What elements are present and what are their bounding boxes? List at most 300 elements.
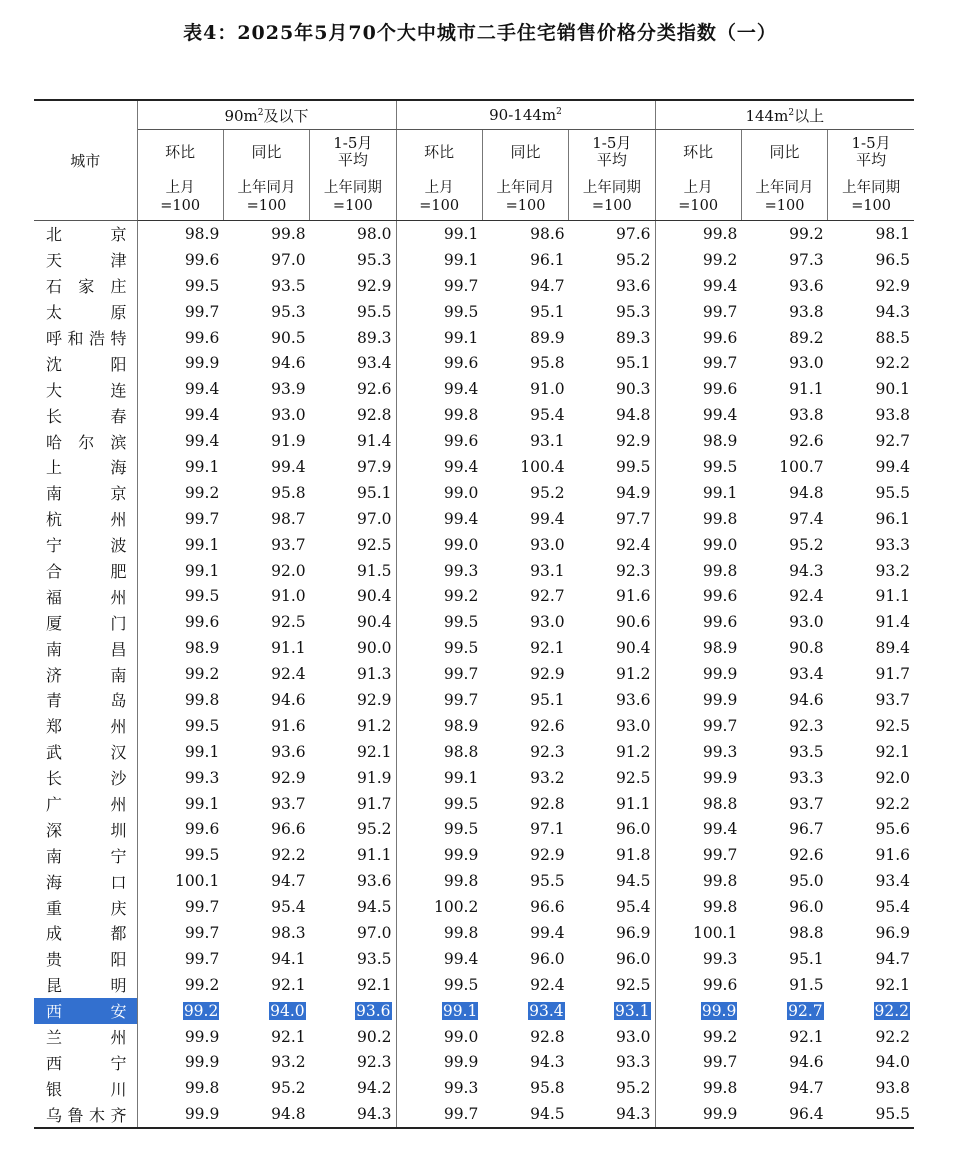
base-period-header: 上月 =100 xyxy=(396,174,482,221)
index-value: 99.7 xyxy=(655,1050,741,1076)
index-value: 97.3 xyxy=(789,250,824,269)
city-name: 天津 xyxy=(34,247,137,273)
index-value: 95.0 xyxy=(789,872,824,891)
index-value: 99.4 xyxy=(137,402,223,428)
table-row xyxy=(34,816,914,842)
index-value: 99.5 xyxy=(396,609,482,635)
index-value: 93.5 xyxy=(789,742,824,761)
index-value: 94.3 xyxy=(789,561,824,580)
index-value: 91.5 xyxy=(357,561,392,580)
index-value: 99.5 xyxy=(137,713,223,739)
index-value: 93.7 xyxy=(271,794,306,813)
table-row xyxy=(34,532,914,558)
index-value: 99.9 xyxy=(655,765,741,791)
index-value: 99.7 xyxy=(655,299,741,325)
index-value: 99.8 xyxy=(655,221,741,247)
index-value: 98.7 xyxy=(271,509,306,528)
index-value: 91.1 xyxy=(616,794,651,813)
group-header-large: $144m^2$以上 xyxy=(655,100,914,130)
index-value: 93.6 xyxy=(356,1001,391,1020)
index-value: 93.2 xyxy=(530,768,565,787)
index-value: 99.9 xyxy=(396,1050,482,1076)
index-value: 96.7 xyxy=(789,820,824,839)
index-value: 94.7 xyxy=(271,872,306,891)
index-value: 92.3 xyxy=(357,1053,392,1072)
index-value: 97.7 xyxy=(616,509,651,528)
index-value: 92.0 xyxy=(271,561,306,580)
index-value: 96.6 xyxy=(271,820,306,839)
index-value: 95.1 xyxy=(616,354,651,373)
city-name: 合肥 xyxy=(34,558,137,584)
index-value: 91.6 xyxy=(616,587,651,606)
index-value: 95.5 xyxy=(530,872,565,891)
table-row xyxy=(34,350,914,376)
index-value: 93.1 xyxy=(530,432,565,451)
index-value: 91.2 xyxy=(616,742,651,761)
index-value: 99.4 xyxy=(655,816,741,842)
index-value: 92.5 xyxy=(616,768,651,787)
city-name: 北京 xyxy=(34,221,137,247)
index-value: 92.6 xyxy=(357,380,392,399)
subcolumn-header: 同比 xyxy=(223,130,309,175)
index-value: 91.7 xyxy=(875,665,911,684)
index-value: 91.0 xyxy=(271,587,306,606)
index-value: 93.7 xyxy=(789,794,824,813)
city-name: 重庆 xyxy=(34,894,137,920)
index-value: 99.9 xyxy=(655,1101,741,1128)
index-value: 95.4 xyxy=(875,898,911,917)
index-value: 99.7 xyxy=(137,506,223,532)
index-value: 92.1 xyxy=(875,742,911,761)
table-row xyxy=(34,376,914,402)
index-value: 99.3 xyxy=(137,765,223,791)
index-value: 94.0 xyxy=(270,1001,305,1020)
index-value: 95.5 xyxy=(357,302,392,321)
index-value: 98.9 xyxy=(655,428,741,454)
index-value: 100.2 xyxy=(396,894,482,920)
table-title: 表4：2025年5月70个大中城市二手住宅销售价格分类指数（一） xyxy=(183,22,777,44)
index-value: 91.1 xyxy=(271,639,306,658)
index-value: 90.0 xyxy=(357,639,392,658)
index-value: 89.3 xyxy=(616,328,651,347)
index-value: 97.0 xyxy=(357,923,392,942)
index-value: 96.6 xyxy=(530,898,565,917)
index-value: 99.5 xyxy=(137,273,223,299)
table-row xyxy=(34,325,914,351)
table-row xyxy=(34,894,914,920)
index-value: 99.4 xyxy=(655,273,741,299)
index-value: 93.8 xyxy=(875,1079,911,1098)
index-value: 96.5 xyxy=(875,250,911,269)
table-row xyxy=(34,299,914,325)
table-row xyxy=(34,687,914,713)
index-value: 99.8 xyxy=(396,920,482,946)
index-value: 89.2 xyxy=(789,328,824,347)
index-value: 99.5 xyxy=(655,454,741,480)
index-value: 99.8 xyxy=(137,687,223,713)
index-value: 90.4 xyxy=(616,639,651,658)
table-row xyxy=(34,1050,914,1076)
table-row xyxy=(34,609,914,635)
index-value: 100.7 xyxy=(779,457,824,476)
base-period-header: 上年同期 =100 xyxy=(828,174,914,221)
index-value: 99.4 xyxy=(137,428,223,454)
index-value: 99.2 xyxy=(137,998,223,1024)
index-value: 92.9 xyxy=(357,690,392,709)
index-value: 93.6 xyxy=(357,872,392,891)
city-name: 杭州 xyxy=(34,506,137,532)
index-value: 99.1 xyxy=(396,998,482,1024)
index-value: 96.0 xyxy=(789,898,824,917)
subcolumn-header: 1-5月 平均 xyxy=(569,130,655,175)
index-value: 98.8 xyxy=(655,791,741,817)
index-value: 93.6 xyxy=(271,742,306,761)
index-value: 92.9 xyxy=(530,665,565,684)
index-value: 96.1 xyxy=(875,509,911,528)
index-value: 92.1 xyxy=(271,975,306,994)
index-value: 99.7 xyxy=(655,713,741,739)
index-value: 99.1 xyxy=(137,739,223,765)
index-value: 92.9 xyxy=(616,432,651,451)
index-value: 99.7 xyxy=(396,1101,482,1128)
table-row xyxy=(34,661,914,687)
index-value: 94.3 xyxy=(530,1053,565,1072)
index-value: 99.4 xyxy=(271,457,306,476)
index-value: 91.4 xyxy=(357,432,392,451)
index-value: 92.1 xyxy=(271,1027,306,1046)
index-value: 92.6 xyxy=(789,846,824,865)
table-row xyxy=(34,480,914,506)
index-value: 95.2 xyxy=(271,1079,306,1098)
index-value: 88.5 xyxy=(875,328,911,347)
index-value: 90.4 xyxy=(357,613,392,632)
index-value: 93.5 xyxy=(357,949,392,968)
index-value: 94.2 xyxy=(357,1079,392,1098)
group-header-medium: $90-144m^2$ xyxy=(396,100,655,130)
index-value: 94.5 xyxy=(357,898,392,917)
index-value: 92.7 xyxy=(788,1001,823,1020)
index-value: 99.9 xyxy=(137,1050,223,1076)
index-value: 96.0 xyxy=(616,820,651,839)
group-header-small: $90m^2$及以下 xyxy=(137,100,396,130)
city-name: 济南 xyxy=(34,661,137,687)
index-value: 92.2 xyxy=(874,1001,910,1020)
index-value: 94.8 xyxy=(223,1101,309,1128)
index-value: 99.7 xyxy=(655,350,741,376)
index-value: 97.6 xyxy=(616,224,651,243)
index-value: 99.1 xyxy=(396,325,482,351)
index-value: 93.6 xyxy=(789,276,824,295)
city-name: 大连 xyxy=(34,376,137,402)
index-value: 96.0 xyxy=(530,949,565,968)
index-value: 99.7 xyxy=(655,842,741,868)
index-value: 93.0 xyxy=(616,716,651,735)
index-value: 99.2 xyxy=(137,972,223,998)
index-value: 95.3 xyxy=(616,302,651,321)
index-value: 99.3 xyxy=(655,946,741,972)
index-value: 95.3 xyxy=(271,302,306,321)
table-row xyxy=(34,998,914,1024)
index-value: 99.5 xyxy=(616,457,651,476)
index-value: 93.0 xyxy=(789,613,824,632)
index-value: 99.5 xyxy=(137,842,223,868)
index-value: 91.9 xyxy=(357,768,392,787)
index-value: 92.1 xyxy=(357,742,392,761)
index-value: 98.9 xyxy=(396,713,482,739)
index-value: 93.6 xyxy=(616,690,651,709)
city-name: 宁波 xyxy=(34,532,137,558)
index-value: 92.1 xyxy=(357,975,392,994)
index-value: 94.1 xyxy=(271,949,306,968)
base-period-header: 上年同月 =100 xyxy=(482,174,568,221)
index-value: 96.0 xyxy=(616,949,651,968)
index-value: 95.2 xyxy=(530,483,565,502)
city-name: 石家庄 xyxy=(34,273,137,299)
index-value: 91.2 xyxy=(616,665,651,684)
index-value: 94.8 xyxy=(616,406,651,425)
index-value: 95.8 xyxy=(530,1079,565,1098)
city-name: 长沙 xyxy=(34,765,137,791)
index-value: 96.4 xyxy=(741,1101,827,1128)
city-name: 郑州 xyxy=(34,713,137,739)
index-value: 91.6 xyxy=(271,716,306,735)
table-row xyxy=(34,273,914,299)
index-value: 99.9 xyxy=(137,350,223,376)
index-value: 99.3 xyxy=(396,1075,482,1101)
index-value: 97.0 xyxy=(271,250,306,269)
index-value: 90.2 xyxy=(357,1027,392,1046)
index-value: 99.1 xyxy=(137,558,223,584)
index-value: 99.4 xyxy=(530,923,565,942)
index-value: 99.4 xyxy=(875,457,911,476)
city-name: 乌鲁木齐 xyxy=(34,1101,137,1128)
index-value: 92.8 xyxy=(530,794,565,813)
city-name: 长春 xyxy=(34,402,137,428)
index-value: 99.6 xyxy=(655,609,741,635)
city-name: 南昌 xyxy=(34,635,137,661)
index-value: 92.6 xyxy=(789,432,824,451)
city-name: 贵阳 xyxy=(34,946,137,972)
index-value: 98.8 xyxy=(789,923,824,942)
index-value: 95.5 xyxy=(828,1101,914,1128)
index-value: 98.6 xyxy=(530,224,565,243)
index-value: 95.6 xyxy=(875,820,911,839)
index-value: 90.8 xyxy=(789,639,824,658)
city-name: 呼和浩特 xyxy=(34,325,137,351)
index-value: 94.5 xyxy=(616,872,651,891)
index-value: 99.8 xyxy=(655,868,741,894)
index-value: 92.1 xyxy=(530,639,565,658)
city-name: 上海 xyxy=(34,454,137,480)
index-value: 99.4 xyxy=(396,946,482,972)
index-value: 90.1 xyxy=(875,380,911,399)
city-name: 厦门 xyxy=(34,609,137,635)
index-value: 92.2 xyxy=(875,794,911,813)
table-row xyxy=(34,1101,914,1128)
index-value: 95.4 xyxy=(616,898,651,917)
index-value: 91.9 xyxy=(271,432,306,451)
index-value: 99.8 xyxy=(655,1075,741,1101)
index-value: 91.3 xyxy=(357,665,392,684)
index-value: 99.1 xyxy=(396,247,482,273)
index-value: 99.3 xyxy=(655,739,741,765)
index-value: 90.6 xyxy=(616,613,651,632)
index-value: 94.3 xyxy=(569,1101,655,1128)
index-value: 98.1 xyxy=(875,224,911,243)
index-value: 93.0 xyxy=(789,354,824,373)
index-value: 97.9 xyxy=(357,457,392,476)
index-value: 92.3 xyxy=(616,561,651,580)
index-value: 94.6 xyxy=(789,690,824,709)
subcolumn-header: 环比 xyxy=(396,130,482,175)
city-name: 银川 xyxy=(34,1075,137,1101)
index-value: 99.9 xyxy=(396,842,482,868)
index-value: 93.8 xyxy=(789,406,824,425)
subcolumn-header: 同比 xyxy=(482,130,568,175)
index-value: 99.6 xyxy=(137,609,223,635)
index-value: 92.8 xyxy=(357,406,392,425)
index-value: 99.1 xyxy=(137,791,223,817)
index-value: 93.9 xyxy=(271,380,306,399)
index-value: 92.5 xyxy=(271,613,306,632)
index-value: 95.2 xyxy=(789,535,824,554)
index-value: 99.2 xyxy=(655,1024,741,1050)
index-value: 93.4 xyxy=(529,1001,564,1020)
index-value: 93.5 xyxy=(271,276,306,295)
index-value: 99.1 xyxy=(396,221,482,247)
index-value: 99.9 xyxy=(137,1024,223,1050)
index-value: 91.6 xyxy=(875,846,911,865)
index-value: 92.9 xyxy=(271,768,306,787)
index-value: 94.9 xyxy=(616,483,651,502)
index-value: 92.8 xyxy=(530,1027,565,1046)
base-period-header: 上年同期 =100 xyxy=(569,174,655,221)
index-value: 92.9 xyxy=(875,276,911,295)
table-row xyxy=(34,635,914,661)
index-value: 99.7 xyxy=(137,894,223,920)
index-value: 99.0 xyxy=(396,1024,482,1050)
index-value: 100.1 xyxy=(655,920,741,946)
index-value: 92.4 xyxy=(530,975,565,994)
index-value: 89.3 xyxy=(357,328,392,347)
index-value: 93.0 xyxy=(530,613,565,632)
index-value: 99.4 xyxy=(530,509,565,528)
table-row xyxy=(34,402,914,428)
index-value: 99.8 xyxy=(137,1075,223,1101)
index-value: 95.5 xyxy=(875,483,911,502)
index-value: 99.0 xyxy=(396,532,482,558)
index-value: 93.8 xyxy=(789,302,824,321)
subcolumn-header: 1-5月 平均 xyxy=(310,130,396,175)
index-value: 94.5 xyxy=(482,1101,568,1128)
index-value: 99.4 xyxy=(396,506,482,532)
index-value: 92.4 xyxy=(616,535,651,554)
index-value: 99.4 xyxy=(396,454,482,480)
index-value: 99.0 xyxy=(655,532,741,558)
table-row xyxy=(34,842,914,868)
index-value: 93.2 xyxy=(271,1053,306,1072)
index-value: 99.0 xyxy=(396,480,482,506)
base-period-header: 上年同期 =100 xyxy=(310,174,396,221)
index-value: 99.6 xyxy=(396,428,482,454)
index-value: 93.8 xyxy=(875,406,911,425)
city-name: 兰州 xyxy=(34,1024,137,1050)
city-name: 昆明 xyxy=(34,972,137,998)
index-value: 99.2 xyxy=(789,224,824,243)
index-value: 93.4 xyxy=(789,665,824,684)
index-value: 98.3 xyxy=(271,923,306,942)
table-row xyxy=(34,454,914,480)
index-value: 99.1 xyxy=(655,480,741,506)
index-value: 99.2 xyxy=(396,583,482,609)
city-column-header: 城市 xyxy=(34,100,137,221)
index-value: 99.9 xyxy=(655,661,741,687)
index-value: 93.6 xyxy=(616,276,651,295)
index-value: 93.7 xyxy=(271,535,306,554)
index-value: 98.8 xyxy=(396,739,482,765)
index-value: 95.8 xyxy=(271,483,306,502)
index-value: 99.6 xyxy=(137,325,223,351)
index-value: 94.0 xyxy=(875,1053,911,1072)
index-value: 93.3 xyxy=(789,768,824,787)
index-value: 92.9 xyxy=(530,846,565,865)
index-value: 99.7 xyxy=(396,661,482,687)
index-value: 94.6 xyxy=(789,1053,824,1072)
index-value: 92.6 xyxy=(530,716,565,735)
index-value: 93.2 xyxy=(875,561,911,580)
index-value: 89.9 xyxy=(530,328,565,347)
index-value: 91.0 xyxy=(530,380,565,399)
city-name: 广州 xyxy=(34,791,137,817)
index-value: 92.0 xyxy=(875,768,911,787)
index-value: 97.0 xyxy=(357,509,392,528)
table-row xyxy=(34,713,914,739)
subcolumn-header: 环比 xyxy=(655,130,741,175)
index-value: 99.2 xyxy=(137,661,223,687)
index-value: 95.4 xyxy=(271,898,306,917)
index-value: 99.9 xyxy=(655,998,741,1024)
base-period-header: 上年同月 =100 xyxy=(741,174,827,221)
index-value: 90.4 xyxy=(357,587,392,606)
index-value: 99.7 xyxy=(137,299,223,325)
index-value: 97.4 xyxy=(789,509,824,528)
city-name: 南宁 xyxy=(34,842,137,868)
index-value: 92.4 xyxy=(789,587,824,606)
index-value: 99.6 xyxy=(655,583,741,609)
index-value: 99.6 xyxy=(396,350,482,376)
index-value: 99.9 xyxy=(655,687,741,713)
index-value: 92.5 xyxy=(357,535,392,554)
index-value: 99.5 xyxy=(396,972,482,998)
index-value: 99.3 xyxy=(396,558,482,584)
table-row xyxy=(34,739,914,765)
table-row xyxy=(34,1075,914,1101)
base-period-header: 上年同月 =100 xyxy=(223,174,309,221)
subcolumn-header: 1-5月 平均 xyxy=(828,130,914,175)
city-name: 太原 xyxy=(34,299,137,325)
index-value: 94.7 xyxy=(875,949,911,968)
index-value: 99.2 xyxy=(655,247,741,273)
index-value: 99.6 xyxy=(655,325,741,351)
index-value: 99.7 xyxy=(396,273,482,299)
index-value: 99.8 xyxy=(655,558,741,584)
index-value: 99.7 xyxy=(396,687,482,713)
table-row xyxy=(34,765,914,791)
index-value: 99.2 xyxy=(137,480,223,506)
index-value: 99.8 xyxy=(655,894,741,920)
index-value: 95.1 xyxy=(530,302,565,321)
index-value: 95.4 xyxy=(530,406,565,425)
